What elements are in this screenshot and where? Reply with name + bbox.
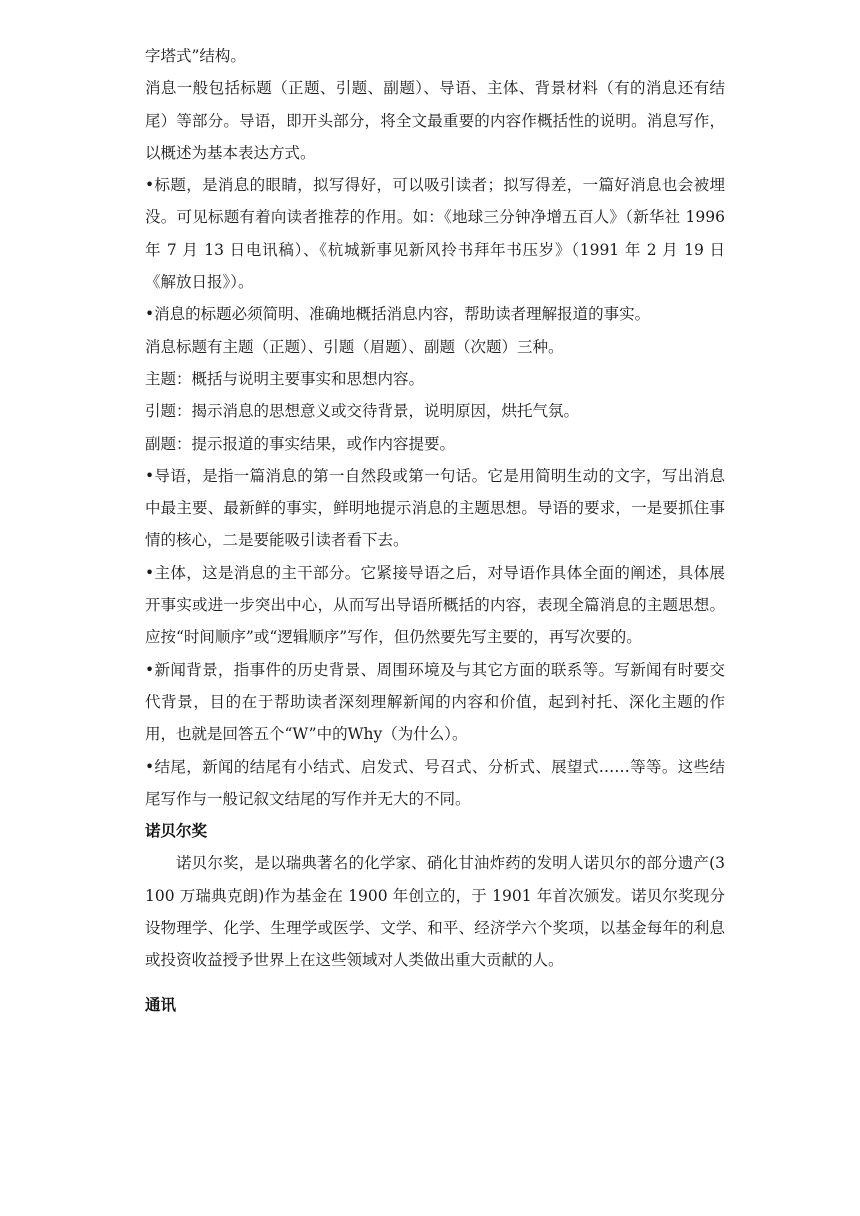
paragraph-lead-title: 引题：揭示消息的思想意义或交待背景，说明原因，烘托气氛。 — [145, 402, 580, 421]
paragraph-title-requirement: •消息的标题必须简明、准确地概括消息内容，帮助读者理解报道的事实。 — [145, 305, 651, 324]
paragraph-background: •新闻背景，指事件的历史背景、周围环境及与其它方面的联系等。写新闻有时要交代背景，目的在于帮助读者深刻理解新闻的内容和价值，起到衬托、深化主题的作用，也就是回答五个“W”中的Why（为什么）。 — [145, 660, 725, 744]
paragraph-lead: •导语，是指一篇消息的第一自然段或第一句话。它是用简明生动的文字，写出消息中最主要、最新鲜的事实，鲜明地提示消息的主题思想。导语的要求，一是要抓住事情的核心，二是要能吸引读者看下去。 — [145, 466, 725, 550]
document-body — [145, 40, 725, 1021]
paragraph-body: •主体，这是消息的主干部分。它紧接导语之后，对导语作具体全面的阐述，具体展开事实或进一步突出中心，从而写出导语所概括的内容，表现全篇消息的主题思想。应按“时间顺序”或“逻辑顺序”写作，但仍然要先写主要的，再写次要的。 — [145, 563, 725, 647]
paragraph-title: •标题，是消息的眼睛，拟写得好，可以吸引读者；拟写得差，一篇好消息也会被埋没。可见标题有着向读者推荐的作用。如：《地球三分钟净增五百人》（新华社 1996 年 7 月 13 日电讯稿）、《杭城新事见新风拎书拜年书压岁》（1991 年 2 月 19 日《解放日报》）。 — [145, 176, 725, 292]
paragraph-nobel-prize: 诺贝尔奖，是以瑞典著名的化学家、硝化甘油炸药的发明人诺贝尔的部分遗产(3100 万瑞典克朗)作为基金在 1900 年创立的，于 1901 年首次颁发。诺贝尔奖现分设物理学、化学、生理学或医学、文学、和平、经济学六个奖项，以基金每年的利息或投资收益授予世界上在这些领域对人类做出重大贡献的人。 — [145, 854, 725, 970]
paragraph-subtitle: 副题：提示报道的事实结果，或作内容提要。 — [145, 434, 456, 453]
heading-nobel-prize: 诺贝尔奖 — [145, 822, 208, 841]
heading-tongxun: 通讯 — [145, 995, 177, 1014]
paragraph-main-title: 主题：概括与说明主要事实和思想内容。 — [145, 369, 425, 388]
paragraph-title-types: 消息标题有主题（正题）、引题（眉题）、副题（次题）三种。 — [145, 337, 564, 356]
paragraph-news-components: 消息一般包括标题（正题、引题、副题）、导语、主体、背景材料（有的消息还有结尾）等部分。导语，即开头部分，将全文最重要的内容作概括性的说明。消息写作，以概述为基本表达方式。 — [145, 79, 725, 162]
paragraph-ending: •结尾，新闻的结尾有小结式、启发式、号召式、分析式、展望式……等等。这些结尾写作与一般记叙文结尾的写作并无大的不同。 — [145, 757, 725, 808]
paragraph-pyramid-structure: 字塔式”结构。 — [145, 47, 246, 65]
